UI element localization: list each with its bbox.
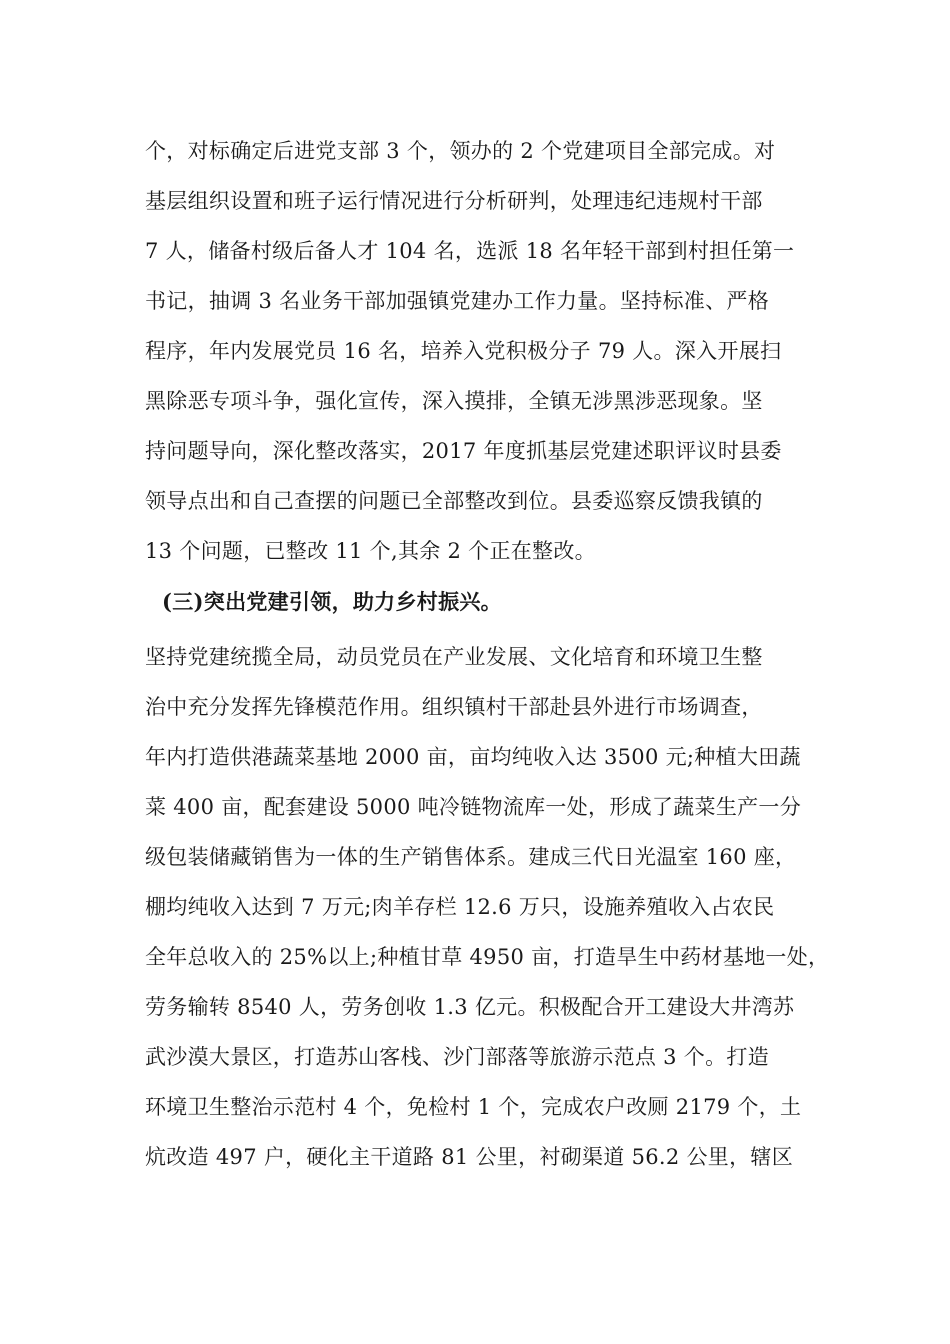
section-heading: (三)突出党建引领，助力乡村振兴。	[162, 589, 502, 614]
paragraph-line: 7 人，储备村级后备人才 104 名，选派 18 名年轻干部到村担任第一	[145, 239, 795, 263]
paragraph-line: 程序，年内发展党员 16 名，培养入党积极分子 79 人。深入开展扫	[145, 339, 782, 363]
paragraph-line: 武沙漠大景区，打造苏山客栈、沙门部落等旅游示范点 3 个。打造	[145, 1045, 770, 1069]
paragraph-line: 棚均纯收入达到 7 万元;肉羊存栏 12.6 万只，设施养殖收入占农民	[145, 895, 775, 919]
paragraph-line: 年内打造供港蔬菜基地 2000 亩，亩均纯收入达 3500 元;种植大田蔬	[145, 745, 801, 769]
paragraph-line: 环境卫生整治示范村 4 个，免检村 1 个，完成农户改厕 2179 个，土	[145, 1095, 802, 1119]
paragraph-line: 全年总收入的 25%以上;种植甘草 4950 亩，打造旱生中药材基地一处，	[145, 945, 830, 969]
paragraph-line: 持问题导向，深化整改落实，2017 年度抓基层党建述职评议时县委	[145, 439, 782, 463]
paragraph-line: 菜 400 亩，配套建设 5000 吨冷链物流库一处，形成了蔬菜生产一分	[145, 795, 802, 819]
paragraph-line: 基层组织设置和班子运行情况进行分析研判，处理违纪违规村干部	[145, 189, 763, 213]
paragraph-line: 黑除恶专项斗争，强化宣传，深入摸排，全镇无涉黑涉恶现象。坚	[145, 389, 763, 413]
paragraph-line: 治中充分发挥先锋模范作用。组织镇村干部赴县外进行市场调查，	[145, 695, 763, 719]
paragraph-line: 13 个问题，已整改 11 个,其余 2 个正在整改。	[145, 539, 596, 563]
paragraph-line: 坚持党建统揽全局，动员党员在产业发展、文化培育和环境卫生整	[145, 645, 763, 669]
paragraph-line: 炕改造 497 户，硬化主干道路 81 公里，衬砌渠道 56.2 公里，辖区	[145, 1145, 794, 1169]
paragraph-line: 领导点出和自己查摆的问题已全部整改到位。县委巡察反馈我镇的	[145, 489, 763, 513]
paragraph-line: 书记，抽调 3 名业务干部加强镇党建办工作力量。坚持标准、严格	[145, 289, 770, 313]
paragraph-line: 劳务输转 8540 人，劳务创收 1.3 亿元。积极配合开工建设大井湾苏	[145, 995, 795, 1019]
paragraph-line: 个，对标确定后进党支部 3 个，领办的 2 个党建项目全部完成。对	[145, 139, 776, 163]
paragraph-line: 级包装储藏销售为一体的生产销售体系。建成三代日光温室 160 座，	[145, 845, 797, 869]
